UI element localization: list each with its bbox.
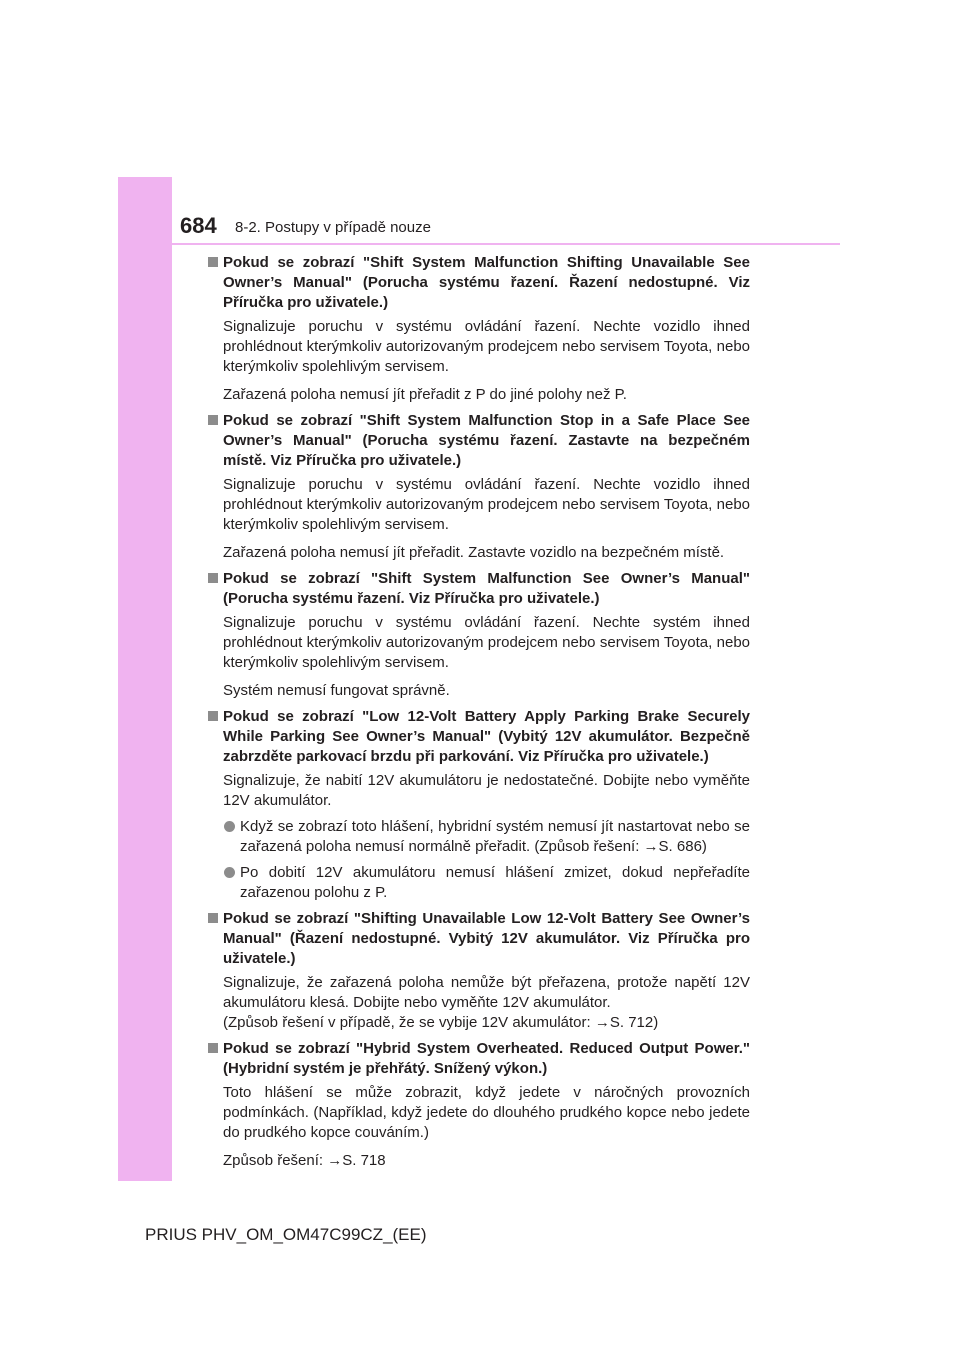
footer-manual-code: PRIUS PHV_OM_OM47C99CZ_(EE) [145, 1225, 427, 1244]
entry-heading: Pokud se zobrazí "Low 12-Volt Battery Apply Parking Brake Securely While Parking See Owner’s Manual" (Vybitý 12V akumulátor. Bezpečně zabrzděte parkovací brzdu při parkování. Viz Příručka pro uživatele.) [206, 707, 750, 767]
square-bullet-icon [208, 1043, 218, 1053]
entry-paragraph: Toto hlášení se může zobrazit, když jedete v náročných provozních podmínkách. (Například, když jedete do dlouhého prudkého kopce nebo jedete do prudkého kopce couváním.) [223, 1084, 750, 1141]
page-content [206, 253, 750, 1177]
square-bullet-icon [208, 257, 218, 267]
list-item: Když se zobrazí toto hlášení, hybridní systém nemusí jít nastartovat nebo se zařazená poloha nemusí normálně přeřadit. (Způsob řešení: →S. 686) [206, 817, 750, 857]
entry-paragraph: Signalizuje, že zařazená poloha nemůže být přeřazena, protože napětí 12V akumulátoru klesá. Dobijte nebo vyměňte 12V akumulátor. [223, 974, 750, 1011]
entry-heading: Pokud se zobrazí "Shift System Malfunction See Owner’s Manual" (Porucha systému řazení. Viz Příručka pro uživatele.) [206, 569, 750, 609]
circle-bullet-icon [224, 821, 235, 832]
page-number: 684 [180, 213, 217, 238]
header-rule [172, 243, 840, 245]
square-bullet-icon [208, 573, 218, 583]
entry-low-battery-parking [206, 707, 750, 903]
entry-paragraph: Signalizuje poruchu v systému ovládání řazení. Nechte systém ihned prohlédnout kterýmkoliv autorizovaným prodejcem nebo servisem Toyota, nebo kterýmkoliv spolehlivým servisem. [223, 614, 750, 671]
entry-paragraph: (Způsob řešení v případě, že se vybije 12V akumulátor: →S. 712) [223, 1014, 659, 1031]
entry-hybrid-overheated [206, 1039, 750, 1171]
section-title: 8-2. Postupy v případě nouze [235, 219, 431, 236]
entry-paragraph: Signalizuje poruchu v systému ovládání řazení. Nechte vozidlo ihned prohlédnout kterýmkoliv autorizovaným prodejcem nebo servisem Toyota, nebo kterýmkoliv spolehlivým servisem. [223, 318, 750, 375]
square-bullet-icon [208, 415, 218, 425]
entry-stop-safe-place [206, 411, 750, 563]
entry-shift-unavailable [206, 253, 750, 405]
square-bullet-icon [208, 913, 218, 923]
entry-paragraph: Způsob řešení: →S. 718 [223, 1152, 386, 1169]
circle-bullet-icon [224, 867, 235, 878]
entry-paragraph: Zařazená poloha nemusí jít přeřadit z P do jiné polohy než P. [223, 386, 627, 403]
list-item: Po dobití 12V akumulátoru nemusí hlášení zmizet, dokud nepřeřadíte zařazenou polohu z P. [206, 863, 750, 903]
square-bullet-icon [208, 711, 218, 721]
entry-paragraph: Signalizuje, že nabití 12V akumulátoru je nedostatečné. Dobijte nebo vyměňte 12V akumulátor. [223, 772, 750, 809]
entry-heading: Pokud se zobrazí "Shift System Malfunction Shifting Unavailable See Owner’s Manual" (Porucha systému řazení. Řazení nedostupné. Viz Příručka pro uživatele.) [206, 253, 750, 313]
sidebar-tab [118, 177, 172, 1181]
entry-heading: Pokud se zobrazí "Shifting Unavailable Low 12-Volt Battery See Owner’s Manual" (Řazení nedostupné. Vybitý 12V akumulátor. Viz Příručka pro uživatele.) [206, 909, 750, 969]
entry-shift-malfunction [206, 569, 750, 701]
entry-paragraph: Systém nemusí fungovat správně. [223, 682, 450, 699]
entry-heading: Pokud se zobrazí "Shift System Malfunction Stop in a Safe Place See Owner’s Manual" (Porucha systému řazení. Zastavte na bezpečném místě. Viz Příručka pro uživatele.) [206, 411, 750, 471]
entry-heading: Pokud se zobrazí "Hybrid System Overheated. Reduced Output Power." (Hybridní systém je přehřátý. Snížený výkon.) [206, 1039, 750, 1079]
entry-paragraph: Signalizuje poruchu v systému ovládání řazení. Nechte vozidlo ihned prohlédnout kterýmkoliv autorizovaným prodejcem nebo servisem Toyota, nebo kterýmkoliv spolehlivým servisem. [223, 476, 750, 533]
entry-shifting-low-battery [206, 909, 750, 1033]
entry-paragraph: Zařazená poloha nemusí jít přeřadit. Zastavte vozidlo na bezpečném místě. [223, 544, 725, 561]
